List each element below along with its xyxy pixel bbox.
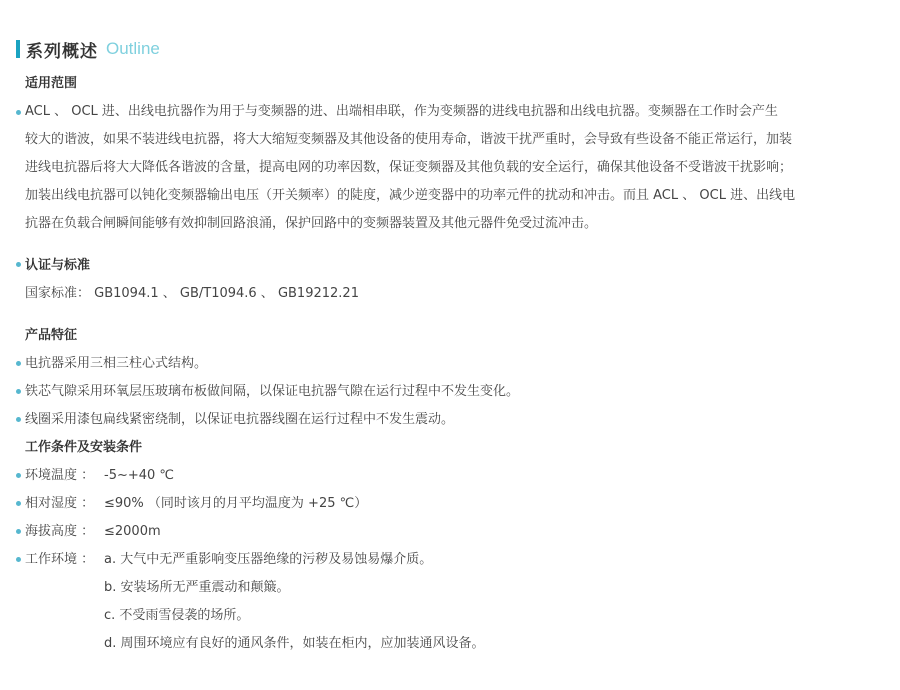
bullet-dot-icon [16,557,21,562]
environment-detail: b. 安装场所无严重震动和颠簸。 [104,580,290,595]
condition-value: ≤90% （同时该月的月平均温度为 +25 ℃） [104,496,368,511]
condition-label: 工作环境 ： [25,552,95,567]
certification-heading: 认证与标准 [25,258,91,273]
condition-label: 环境温度 ： [25,468,95,483]
features-heading: 产品特征 [25,328,78,343]
standard-text: 国家标准： GB1094.1 、 GB/T1094.6 、 GB19212.21 [25,286,359,301]
condition-value: -5~+40 ℃ [104,468,175,483]
bullet-dot-icon [16,262,21,267]
environment-detail: d. 周围环境应有良好的通风条件，如装在柜内，应加装通风设备。 [104,636,485,651]
bullet-dot-icon [16,501,21,506]
condition-label: 海拔高度 ： [25,524,95,539]
title-chinese: 系列概述 [26,41,98,62]
condition-label: 相对湿度 ： [25,496,95,511]
scope-line: 进线电抗器后将大大降低各谐波的含量，提高电网的功率因数，保证变频器及其他负载的安全运行，确保其他设备不受谐波干扰影响； [25,160,793,175]
bullet-dot-icon [16,417,21,422]
scope-line: 抗器在负载合闸瞬间能够有效抑制回路浪涌，保护回路中的变频器装置及其他元器件免受过流冲击。 [25,216,598,231]
bullet-dot-icon [16,473,21,478]
conditions-heading: 工作条件及安装条件 [25,440,143,455]
bullet-dot-icon [16,110,21,115]
section-title [16,37,160,61]
condition-value: a. 大气中无严重影响变压器绝缘的污秽及易蚀易爆介质。 [104,552,433,567]
feature-item: 线圈采用漆包扁线紧密绕制，以保证电抗器线圈在运行过程中不发生震动。 [25,412,455,427]
title-english: Outline [106,39,160,58]
feature-item: 铁芯气隙采用环氧层压玻璃布板做间隔，以保证电抗器气隙在运行过程中不发生变化。 [25,384,520,399]
feature-item: 电抗器采用三相三柱心式结构。 [25,356,208,371]
environment-detail: c. 不受雨雪侵袭的场所。 [104,608,250,623]
condition-value: ≤2000m [104,524,161,539]
scope-line: 较大的谐波，如果不装进线电抗器，将大大缩短变频器及其他设备的使用寿命，谐波干扰严重时，会导致有些设备不能正常运行，加装 [25,132,793,147]
scope-line: 加装出线电抗器可以钝化变频器输出电压（开关频率）的陡度，减少逆变器中的功率元件的扰动和冲击。而且 ACL 、 OCL 进、出线电 [25,188,796,203]
scope-line: ACL 、 OCL 进、出线电抗器作为用于与变频器的进、出端相串联，作为变频器的进线电抗器和出线电抗器。变频器在工作时会产生 [25,104,778,119]
bullet-dot-icon [16,529,21,534]
title-accent-bar [16,40,20,58]
bullet-dot-icon [16,361,21,366]
bullet-dot-icon [16,389,21,394]
scope-heading: 适用范围 [25,76,78,91]
